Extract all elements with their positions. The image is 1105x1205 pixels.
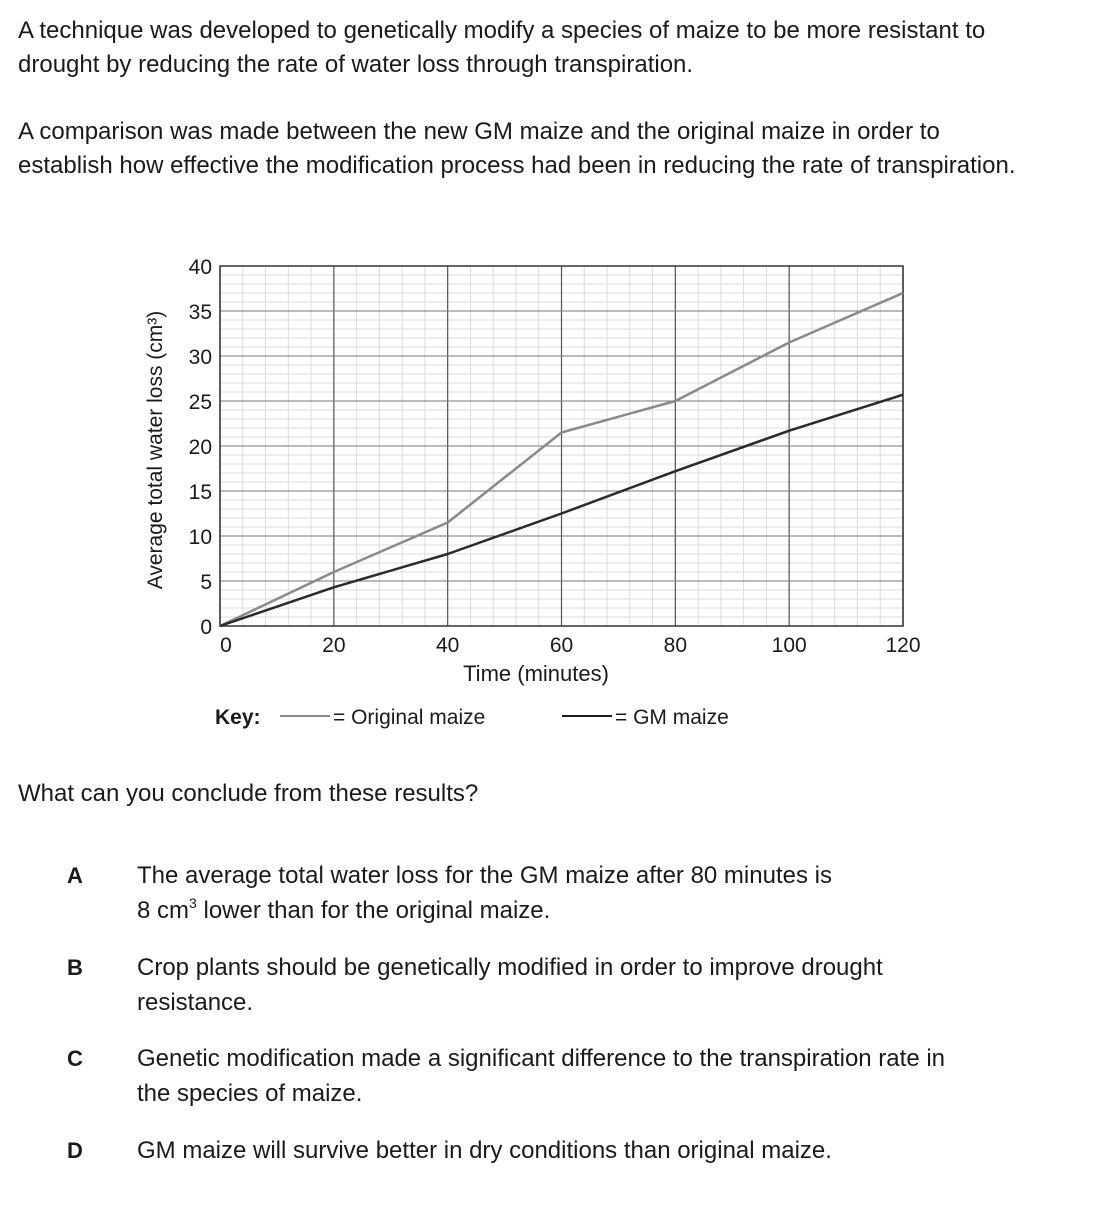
y-tick-label: 0: [200, 616, 212, 639]
y-tick-label: 25: [188, 391, 212, 414]
option-c-letter: C: [67, 1046, 83, 1071]
option-b-letter: B: [67, 955, 83, 980]
x-tick-label: 100: [771, 634, 807, 657]
option-b-text: Crop plants should be genetically modified in order to improve drought resistance.: [137, 954, 883, 1016]
option-c-text: Genetic modification made a significant difference to the transpiration rate in the species of maize.: [137, 1045, 946, 1107]
legend-label-gm: = GM maize: [615, 706, 729, 729]
chart-legend: [215, 706, 729, 729]
intro-paragraph-2: A comparison was made between the new GM maize and the original maize in order to establish how effective the modification process had been in reducing the rate of transpiration.: [18, 118, 1016, 179]
option-d-text: GM maize will survive better in dry conditions than original maize.: [137, 1137, 832, 1164]
option-a-letter: A: [67, 863, 83, 888]
option-a-superscript: 3: [189, 895, 197, 911]
y-axis-label: Average total water loss (cm³): [144, 310, 167, 590]
y-tick-label: 10: [188, 526, 212, 549]
x-tick-label: 20: [322, 634, 346, 657]
option-a-line2-post: lower than for the original maize.: [196, 897, 551, 924]
x-tick-label: 40: [435, 634, 460, 657]
y-tick-label: 15: [188, 481, 212, 504]
y-tick-label: 35: [188, 301, 212, 324]
x-tick-label: 80: [663, 634, 688, 657]
option-a-text: [137, 858, 957, 931]
option-d-letter: D: [67, 1138, 83, 1163]
y-tick-label: 30: [188, 346, 212, 369]
x-tick-label: 120: [885, 634, 921, 657]
x-tick-label: 0: [220, 634, 232, 657]
option-a-line2-pre: 8 cm: [137, 897, 190, 924]
x-axis-label: Time (minutes): [463, 661, 609, 686]
option-a-line1: The average total water loss for the GM maize after 80 minutes is: [137, 862, 832, 889]
legend-label-original: = Original maize: [333, 706, 486, 729]
intro-paragraph-1: A technique was developed to genetically modify a species of maize to be more resistant to drought by reducing the rate of water loss through transpiration.: [18, 17, 986, 78]
y-tick-label: 20: [188, 436, 212, 459]
question-text: What can you conclude from these results?: [18, 780, 479, 807]
legend-title: Key:: [215, 706, 261, 729]
y-tick-label: 40: [188, 256, 212, 279]
y-tick-label: 5: [200, 571, 212, 594]
x-tick-label: 60: [549, 634, 574, 657]
